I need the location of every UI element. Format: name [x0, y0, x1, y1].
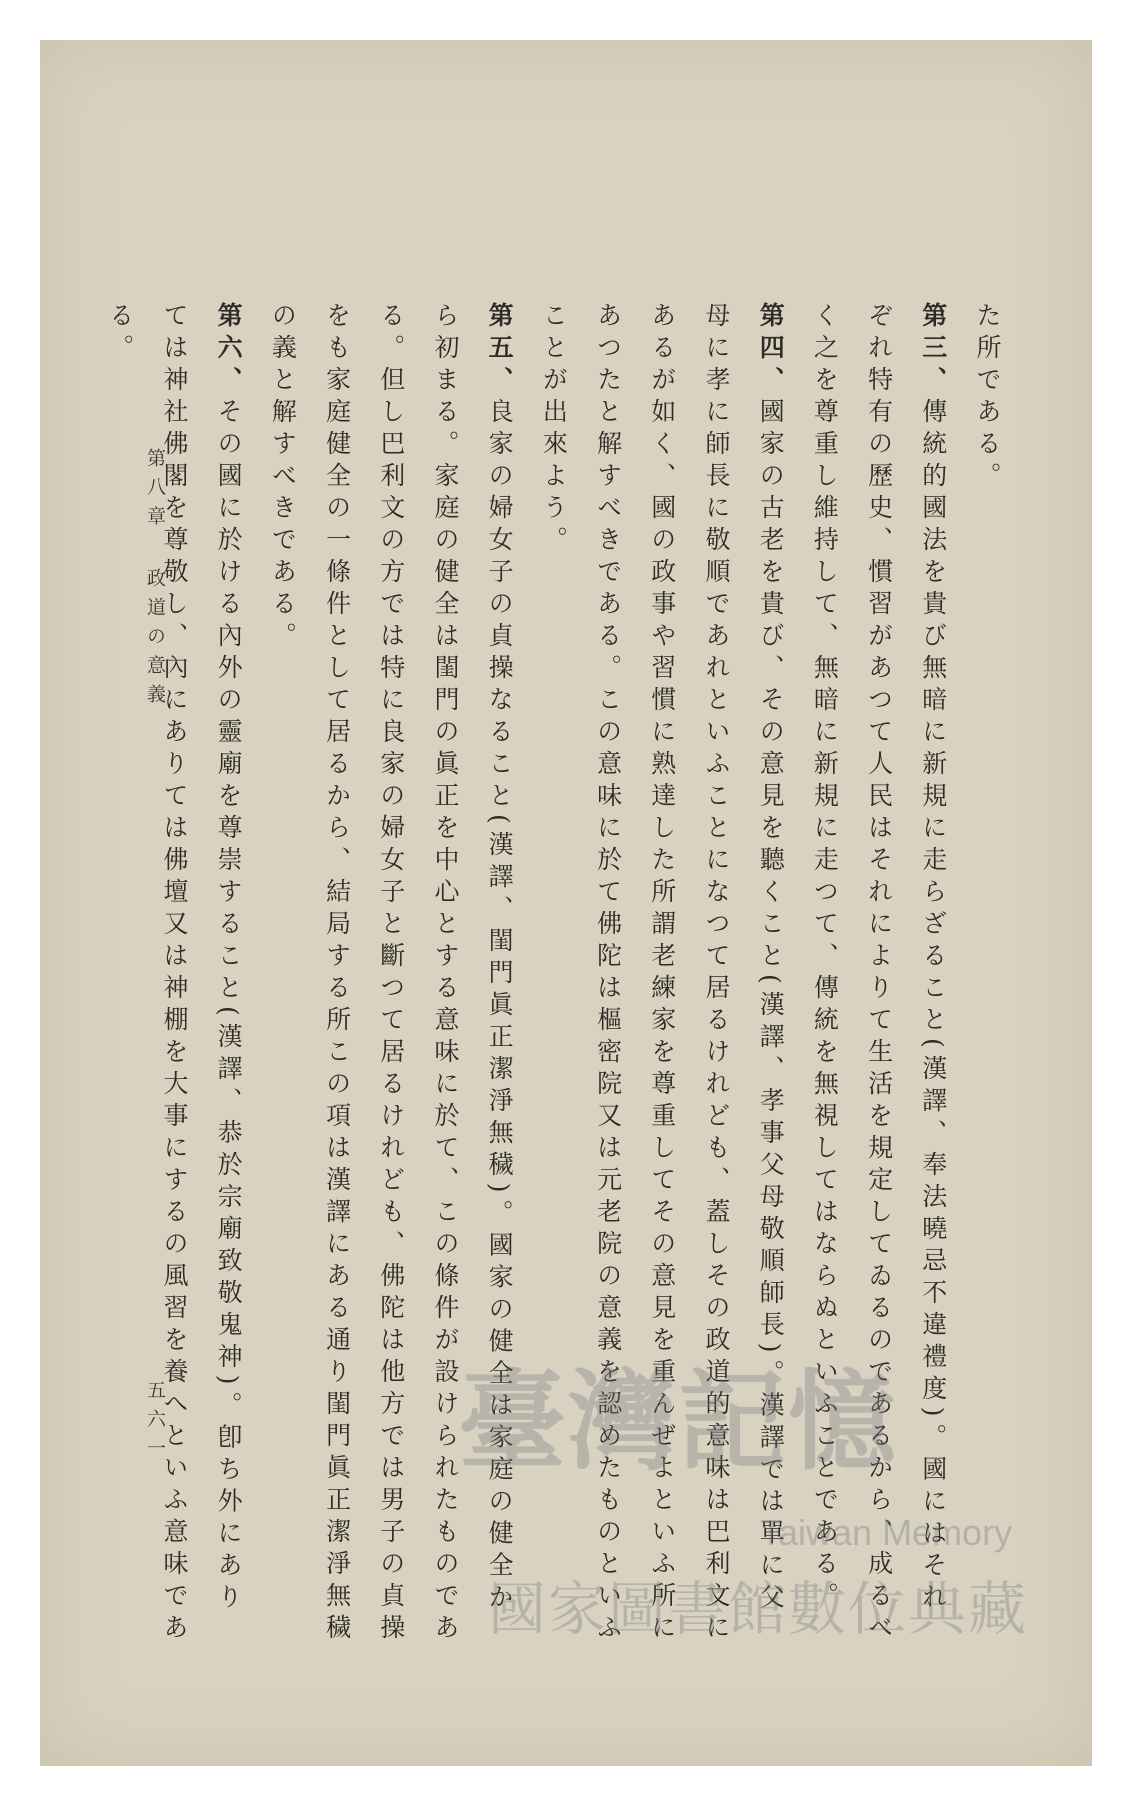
- watermark-english: Taiwan Memory: [760, 1512, 1013, 1553]
- watermark-organization: 國家圖書館數位典藏: [488, 1577, 1029, 1642]
- paragraph-item-6: [93, 302, 256, 1647]
- chapter-label: 第八章: [144, 448, 166, 535]
- paragraph-text: 良家の婦女子の貞操なること(漢譯、閨門眞正潔淨無穢)。國家の健全は家庭の健全から初まる。家庭の健全は閨門の眞正を中心とする意味に於て、この條件が設けられたものである。但し巴利文の方では特に良家の婦女子と斷つて居るけれども、佛陀は他方では男子の貞操をも家庭健全の一條件として居るから、結局する所この項は漢譯にある通り閨門眞正潔淨無穢の義と解すべきである。: [268, 302, 515, 1646]
- paragraph-text: 國家の古老を貴び、その意見を聽くこと(漢譯、孝事父母敬順師長)。漢譯では單に父母に孝に師長に敬順であれといふことになつて居るけれども、蓋しその政道的意味は巴利文にあるが如く、國の政事や習慣に熟達した所謂老練家を尊重してその意見を重んぜよといふ所にあつたと解すべきである。この意味に於て佛陀は樞密院又は元老院の意義を認めたものといふことが出來よう。: [539, 302, 786, 1646]
- paragraph-text: た所である。: [973, 302, 1002, 494]
- watermark-logo-text: 臺灣記憶: [458, 1359, 899, 1485]
- page-number: 五六一: [144, 1380, 166, 1467]
- item-heading: 第六、: [214, 302, 244, 398]
- paragraph-continuation: [960, 302, 1014, 1647]
- book-page: [40, 40, 1092, 1766]
- paragraph-text: その國に於ける內外の靈廟を尊崇すること(漢譯、恭於宗廟致敬鬼神)。卽ち外にありては神社佛閣を尊敬し、內にありては佛壇又は神棚を大事にするの風習を養へといふ意味である。: [105, 302, 244, 1646]
- item-heading: 第三、: [918, 302, 948, 398]
- item-heading: 第五、: [485, 302, 515, 398]
- chapter-title: 政道の意義: [144, 568, 166, 713]
- paragraph-text: 傳統的國法を貴び無暗に新規に走らざること(漢譯、奉法曉忌不違禮度)。國にはそれぞれ特有の歷史、慣習があつて人民はそれによりて生活を規定してゐるのであるから、成るべく之を尊重し維持して、無暗に新規に走つて、傳統を無視してはならぬといふことである。: [810, 302, 948, 1646]
- item-heading: 第四、: [756, 302, 786, 398]
